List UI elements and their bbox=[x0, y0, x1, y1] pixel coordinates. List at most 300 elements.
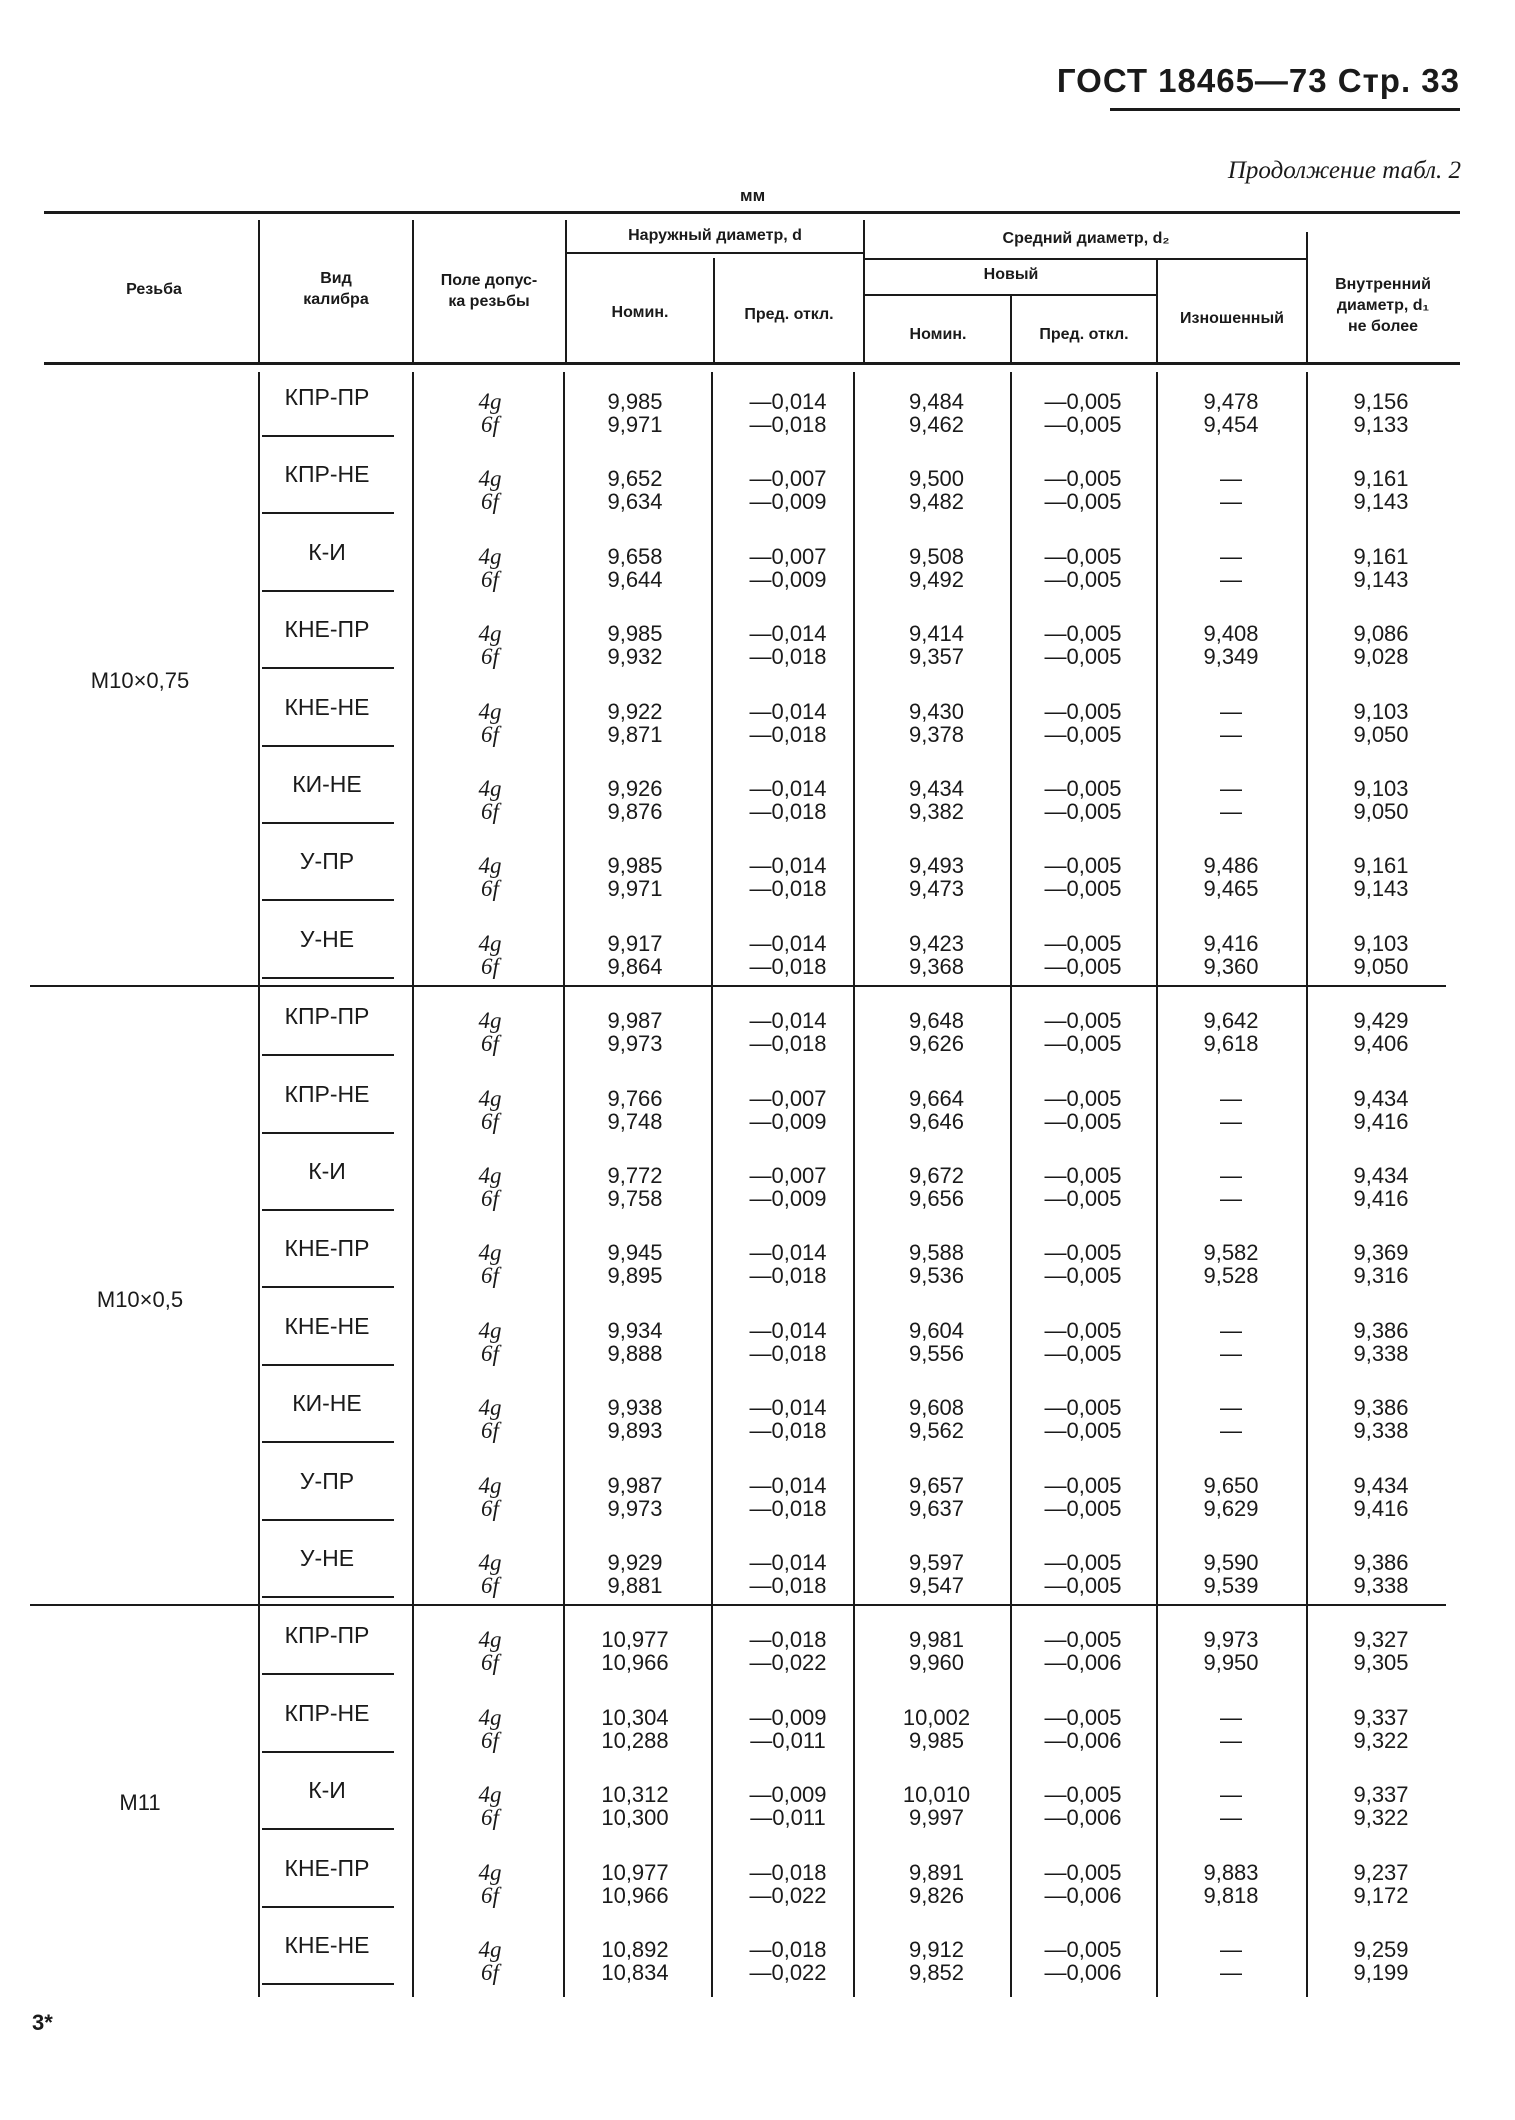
cell-value: —0,011 bbox=[750, 1805, 826, 1831]
cell-value: —0,018 bbox=[749, 721, 827, 747]
cell-value: — bbox=[1220, 489, 1242, 515]
outer-nom-cell bbox=[560, 1861, 710, 1907]
cell-value: 9,888 bbox=[607, 1340, 663, 1366]
cell-value: 9,378 bbox=[908, 721, 965, 747]
gauge-separator bbox=[262, 899, 394, 901]
inner-cell bbox=[1306, 1087, 1456, 1133]
cell-value: 6f bbox=[481, 566, 499, 592]
tolerance-cell bbox=[420, 1087, 560, 1133]
cell-value: —0,018 bbox=[749, 1340, 827, 1366]
page-header bbox=[1057, 62, 1460, 100]
pitch-dev-cell bbox=[1010, 932, 1156, 978]
gauge-separator bbox=[262, 977, 394, 979]
cell-value: — bbox=[1220, 466, 1242, 492]
cell-value: — bbox=[1220, 1163, 1242, 1188]
cell-value: —0,007 bbox=[749, 1085, 827, 1111]
cell-value: 9,626 bbox=[908, 1031, 965, 1057]
inner-cell bbox=[1306, 1628, 1456, 1674]
cell-value: —0,018 bbox=[749, 412, 827, 437]
cell-value: 6f bbox=[481, 1418, 499, 1444]
gauge-type-cell: КНЕ-ПР bbox=[284, 616, 370, 643]
header-divider bbox=[412, 220, 414, 362]
cell-value: 9,172 bbox=[1353, 1882, 1409, 1908]
cell-value: 9,883 bbox=[1203, 1859, 1259, 1885]
outer-nom-cell bbox=[560, 854, 710, 900]
cell-value: 9,971 bbox=[607, 876, 663, 902]
pitch-nom-cell bbox=[863, 467, 1010, 513]
inner-cell bbox=[1306, 1861, 1456, 1907]
cell-value: —0,005 bbox=[1044, 412, 1122, 437]
cell-value: 9,895 bbox=[607, 1263, 663, 1289]
outer-dev-cell bbox=[713, 1241, 863, 1287]
gauge-separator bbox=[262, 512, 394, 514]
tolerance-cell bbox=[420, 1396, 560, 1442]
pitch-nom-cell bbox=[863, 1009, 1010, 1055]
inner-cell bbox=[1306, 1938, 1456, 1984]
cell-value: 9,462 bbox=[908, 412, 965, 437]
cell-value: —0,005 bbox=[1044, 543, 1122, 569]
tolerance-cell bbox=[420, 1241, 560, 1287]
outer-nom-cell bbox=[560, 467, 710, 513]
cell-value: —0,005 bbox=[1044, 1340, 1122, 1366]
pitch-worn-cell bbox=[1156, 854, 1306, 900]
cell-value: 10,966 bbox=[601, 1650, 669, 1676]
pitch-nom-cell bbox=[863, 777, 1010, 823]
cell-value: 9,664 bbox=[908, 1085, 965, 1111]
cell-value: 9,473 bbox=[908, 876, 965, 902]
cell-value: —0,005 bbox=[1044, 1395, 1122, 1421]
tolerance-cell bbox=[420, 1009, 560, 1055]
cell-value: 9,539 bbox=[1203, 1573, 1259, 1598]
cell-value: 9,657 bbox=[908, 1472, 965, 1498]
pitch-worn-cell bbox=[1156, 1164, 1306, 1210]
cell-value: 9,386 bbox=[1353, 1317, 1409, 1343]
cell-value: 9,934 bbox=[607, 1317, 663, 1343]
unit-label: мм bbox=[740, 186, 766, 205]
pitch-dev-cell bbox=[1010, 545, 1156, 591]
cell-value: 4g bbox=[478, 1937, 502, 1962]
cell-value: 10,312 bbox=[601, 1782, 669, 1808]
cell-value: 9,985 bbox=[607, 389, 663, 414]
cell-value: 4g bbox=[478, 1008, 502, 1034]
cell-value: —0,005 bbox=[1044, 1782, 1122, 1808]
cell-value: 9,656 bbox=[908, 1186, 965, 1211]
col-thread-label: Резьба bbox=[126, 281, 182, 298]
cell-value: — bbox=[1220, 1418, 1242, 1444]
cell-value: 9,161 bbox=[1353, 543, 1409, 569]
cell-value: —0,005 bbox=[1044, 853, 1122, 879]
cell-value: 10,304 bbox=[601, 1704, 669, 1730]
inner-cell bbox=[1306, 700, 1456, 746]
cell-value: —0,018 bbox=[749, 1937, 827, 1962]
cell-value: 4g bbox=[478, 1782, 502, 1808]
cell-value: — bbox=[1220, 721, 1242, 747]
cell-value: —0,005 bbox=[1044, 1108, 1122, 1134]
pitch-dev-cell bbox=[1010, 467, 1156, 513]
cell-value: 9,766 bbox=[607, 1085, 663, 1111]
header-divider bbox=[1010, 296, 1012, 362]
column-rule bbox=[412, 1610, 414, 1997]
cell-value: 9,971 bbox=[607, 412, 663, 437]
pitch-dev-cell bbox=[1010, 1241, 1156, 1287]
cell-value: 9,086 bbox=[1353, 621, 1409, 647]
col-tolerance-line: Поле допус- bbox=[440, 272, 538, 289]
cell-value: — bbox=[1220, 698, 1242, 724]
header-divider-h bbox=[864, 258, 1306, 260]
inner-cell bbox=[1306, 1319, 1456, 1365]
col-inner-line: не более bbox=[1347, 318, 1418, 335]
outer-dev-cell bbox=[713, 1783, 863, 1829]
cell-value: — bbox=[1220, 1805, 1242, 1831]
cell-value: 6f bbox=[481, 876, 499, 902]
pitch-dev-cell bbox=[1010, 1009, 1156, 1055]
gauge-separator bbox=[262, 1519, 394, 1521]
cell-value: 9,926 bbox=[607, 776, 663, 801]
cell-value: 9,881 bbox=[607, 1573, 663, 1598]
cell-value: —0,009 bbox=[749, 1704, 827, 1730]
cell-value: —0,009 bbox=[749, 1108, 827, 1134]
cell-value: 9,386 bbox=[1353, 1550, 1409, 1575]
cell-value: 4g bbox=[478, 1704, 502, 1730]
gauge-separator bbox=[262, 590, 394, 592]
cell-value: 9,938 bbox=[607, 1395, 663, 1421]
cell-value: 9,893 bbox=[607, 1418, 663, 1444]
tolerance-cell bbox=[420, 1628, 560, 1674]
cell-value: 9,493 bbox=[908, 853, 965, 879]
col-tolerance-header bbox=[416, 270, 562, 312]
cell-value: —0,005 bbox=[1044, 621, 1122, 647]
pitch-worn-cell bbox=[1156, 1319, 1306, 1365]
cell-value: 9,434 bbox=[908, 776, 965, 801]
tolerance-cell bbox=[420, 854, 560, 900]
group-separator bbox=[30, 985, 1446, 987]
cell-value: 10,977 bbox=[601, 1859, 669, 1885]
cell-value: 9,430 bbox=[908, 698, 965, 724]
tolerance-cell bbox=[420, 1783, 560, 1829]
cell-value: 9,556 bbox=[908, 1340, 965, 1366]
inner-cell bbox=[1306, 467, 1456, 513]
cell-value: 9,508 bbox=[908, 543, 965, 569]
cell-value: 9,646 bbox=[908, 1108, 965, 1134]
outer-dev-cell bbox=[713, 1551, 863, 1597]
cell-value: 4g bbox=[478, 1395, 502, 1421]
pitch-nom-cell bbox=[863, 390, 1010, 436]
cell-value: 9,528 bbox=[1203, 1263, 1259, 1289]
outer-dev-cell bbox=[713, 1009, 863, 1055]
tolerance-cell bbox=[420, 622, 560, 668]
cell-value: 4g bbox=[478, 1859, 502, 1885]
cell-value: 9,997 bbox=[908, 1805, 965, 1831]
cell-value: 9,237 bbox=[1353, 1859, 1409, 1885]
cell-value: 9,050 bbox=[1353, 953, 1409, 979]
cell-value: 9,482 bbox=[908, 489, 965, 515]
cell-value: —0,014 bbox=[749, 621, 827, 647]
cell-value: —0,018 bbox=[749, 1573, 827, 1598]
cell-value: 9,672 bbox=[908, 1163, 965, 1188]
pitch-worn-cell bbox=[1156, 932, 1306, 978]
gauge-type-cell: К-И bbox=[308, 538, 346, 565]
pitch-nom-cell bbox=[863, 622, 1010, 668]
cell-value: 9,406 bbox=[1353, 1031, 1409, 1057]
cell-value: —0,022 bbox=[749, 1960, 827, 1985]
cell-value: —0,018 bbox=[749, 1859, 827, 1885]
column-rule bbox=[412, 372, 414, 991]
cell-value: —0,009 bbox=[749, 1782, 827, 1808]
cell-value: —0,005 bbox=[1044, 876, 1122, 902]
cell-value: —0,018 bbox=[749, 799, 827, 824]
cell-value: —0,009 bbox=[749, 566, 827, 592]
outer-nom-cell bbox=[560, 1319, 710, 1365]
pitch-nom-cell bbox=[863, 1474, 1010, 1520]
cell-value: 9,973 bbox=[607, 1495, 663, 1521]
gauge-type-cell: У-ПР bbox=[299, 848, 355, 875]
cell-value: 6f bbox=[481, 1805, 499, 1831]
gauge-type-cell: КИ-НЕ bbox=[292, 771, 362, 797]
tolerance-cell bbox=[420, 1551, 560, 1597]
gauge-type-cell: КНЕ-НЕ bbox=[284, 1932, 370, 1958]
cell-value: 9,604 bbox=[908, 1317, 965, 1343]
inner-cell bbox=[1306, 1706, 1456, 1752]
cell-value: 9,758 bbox=[607, 1186, 663, 1211]
cell-value: 9,434 bbox=[1353, 1472, 1409, 1498]
cell-value: —0,014 bbox=[749, 1317, 827, 1343]
cell-value: — bbox=[1220, 566, 1242, 592]
cell-value: 9,852 bbox=[908, 1960, 965, 1985]
cell-value: — bbox=[1220, 1960, 1242, 1985]
header-bottom-rule bbox=[44, 362, 1460, 365]
tolerance-cell bbox=[420, 545, 560, 591]
gauge-type-cell: КНЕ-ПР bbox=[284, 1854, 370, 1881]
cell-value: —0,018 bbox=[749, 1495, 827, 1521]
cell-value: 9,637 bbox=[908, 1495, 965, 1521]
cell-value: 6f bbox=[481, 412, 499, 437]
cell-value: —0,005 bbox=[1044, 1263, 1122, 1289]
gauge-type-cell: КПР-ПР bbox=[284, 1003, 370, 1030]
footer-mark: 3* bbox=[32, 2010, 53, 2035]
cell-value: 9,316 bbox=[1353, 1263, 1409, 1289]
cell-value: 9,981 bbox=[908, 1627, 965, 1653]
cell-value: 9,199 bbox=[1353, 1960, 1409, 1985]
cell-value: —0,018 bbox=[749, 1418, 827, 1444]
page-number: Стр. 33 bbox=[1337, 62, 1460, 99]
tolerance-cell bbox=[420, 1861, 560, 1907]
outer-dev-cell bbox=[713, 390, 863, 436]
cell-value: —0,018 bbox=[749, 876, 827, 902]
inner-cell bbox=[1306, 1551, 1456, 1597]
pitch-dev-cell bbox=[1010, 1628, 1156, 1674]
outer-nom-cell bbox=[560, 1474, 710, 1520]
cell-value: 9,500 bbox=[908, 466, 965, 492]
pitch-dev-cell bbox=[1010, 700, 1156, 746]
cell-value: 9,562 bbox=[908, 1418, 965, 1444]
cell-value: 9,917 bbox=[607, 930, 663, 956]
outer-nom-cell bbox=[560, 700, 710, 746]
cell-value: 9,642 bbox=[1203, 1008, 1259, 1034]
cell-value: —0,005 bbox=[1044, 799, 1122, 824]
cell-value: 9,588 bbox=[908, 1240, 965, 1266]
tolerance-cell bbox=[420, 1474, 560, 1520]
outer-dev-cell bbox=[713, 700, 863, 746]
cell-value: 9,973 bbox=[1203, 1627, 1259, 1653]
cell-value: —0,007 bbox=[749, 466, 827, 492]
outer-dev-cell bbox=[713, 1628, 863, 1674]
cell-value: 9,338 bbox=[1353, 1340, 1409, 1366]
cell-value: 6f bbox=[481, 1495, 499, 1521]
cell-value: 6f bbox=[481, 1031, 499, 1057]
pitch-worn-cell bbox=[1156, 1396, 1306, 1442]
inner-cell bbox=[1306, 1009, 1456, 1055]
cell-value: —0,005 bbox=[1044, 389, 1122, 414]
cell-value: —0,007 bbox=[749, 1163, 827, 1188]
col-outer-dev-header: Пред. откл. bbox=[744, 306, 834, 323]
cell-value: —0,005 bbox=[1044, 1240, 1122, 1266]
cell-value: 6f bbox=[481, 1573, 499, 1598]
outer-nom-cell bbox=[560, 622, 710, 668]
cell-value: 9,608 bbox=[908, 1395, 965, 1421]
outer-dev-cell bbox=[713, 467, 863, 513]
gauge-separator bbox=[262, 1906, 394, 1908]
tolerance-cell bbox=[420, 467, 560, 513]
cell-value: 9,416 bbox=[1353, 1186, 1409, 1211]
pitch-dev-cell bbox=[1010, 1087, 1156, 1133]
cell-value: 6f bbox=[481, 1108, 499, 1134]
cell-value: —0,005 bbox=[1044, 1704, 1122, 1730]
cell-value: —0,005 bbox=[1044, 1859, 1122, 1885]
cell-value: —0,014 bbox=[749, 1550, 827, 1575]
cell-value: 4g bbox=[478, 621, 502, 647]
inner-cell bbox=[1306, 932, 1456, 978]
pitch-dev-cell bbox=[1010, 1319, 1156, 1365]
outer-nom-cell bbox=[560, 1241, 710, 1287]
cell-value: —0,005 bbox=[1044, 1031, 1122, 1057]
cell-value: 9,434 bbox=[1353, 1085, 1409, 1111]
cell-value: 9,161 bbox=[1353, 853, 1409, 879]
cell-value: —0,005 bbox=[1044, 1186, 1122, 1211]
pitch-nom-cell bbox=[863, 932, 1010, 978]
header-rule bbox=[1110, 108, 1460, 111]
cell-value: 6f bbox=[481, 1340, 499, 1366]
pitch-worn-cell bbox=[1156, 390, 1306, 436]
pitch-nom-cell bbox=[863, 1396, 1010, 1442]
tolerance-cell bbox=[420, 1319, 560, 1365]
pitch-worn-cell bbox=[1156, 1087, 1306, 1133]
col-inner-header bbox=[1308, 274, 1458, 337]
pitch-nom-cell bbox=[863, 700, 1010, 746]
gauge-type-cell: КПР-НЕ bbox=[284, 461, 370, 488]
pitch-nom-cell bbox=[863, 1706, 1010, 1752]
cell-value: 9,416 bbox=[1203, 930, 1259, 956]
cell-value: 9,871 bbox=[607, 721, 663, 747]
cell-value: 9,748 bbox=[607, 1108, 663, 1134]
cell-value: 9,259 bbox=[1353, 1937, 1409, 1962]
cell-value: 4g bbox=[478, 930, 502, 956]
gauge-separator bbox=[262, 1132, 394, 1134]
cell-value: —0,014 bbox=[749, 930, 827, 956]
cell-value: 9,050 bbox=[1353, 721, 1409, 747]
pitch-nom-cell bbox=[863, 1861, 1010, 1907]
gauge-separator bbox=[262, 1441, 394, 1443]
pitch-worn-cell bbox=[1156, 1551, 1306, 1597]
cell-value: —0,014 bbox=[749, 776, 827, 801]
outer-nom-cell bbox=[560, 545, 710, 591]
cell-value: 10,010 bbox=[902, 1782, 971, 1808]
pitch-dev-cell bbox=[1010, 1551, 1156, 1597]
col-inner-line: диаметр, d₁ bbox=[1336, 297, 1430, 314]
outer-nom-cell bbox=[560, 1087, 710, 1133]
inner-cell bbox=[1306, 854, 1456, 900]
header-divider-h bbox=[864, 294, 1156, 296]
cell-value: — bbox=[1220, 1340, 1242, 1366]
cell-value: —0,005 bbox=[1044, 1573, 1122, 1598]
cell-value: 9,650 bbox=[1203, 1472, 1259, 1498]
cell-value: 9,416 bbox=[1353, 1108, 1409, 1134]
col-tolerance-line: ка резьбы bbox=[448, 293, 530, 310]
gauge-separator bbox=[262, 1828, 394, 1830]
cell-value: 9,338 bbox=[1353, 1573, 1409, 1598]
cell-value: —0,014 bbox=[749, 389, 827, 414]
cell-value: —0,005 bbox=[1044, 644, 1122, 670]
outer-dev-cell bbox=[713, 932, 863, 978]
outer-nom-cell bbox=[560, 1938, 710, 1984]
outer-nom-cell bbox=[560, 1628, 710, 1674]
header-divider bbox=[863, 220, 865, 362]
cell-value: 9,143 bbox=[1353, 566, 1409, 592]
header-divider bbox=[258, 220, 260, 362]
inner-cell bbox=[1306, 1164, 1456, 1210]
cell-value: 4g bbox=[478, 1472, 502, 1498]
cell-value: 9,536 bbox=[908, 1263, 965, 1289]
pitch-dev-cell bbox=[1010, 622, 1156, 668]
cell-value: 9,103 bbox=[1353, 698, 1409, 724]
gauge-type-cell: КПР-НЕ bbox=[284, 1699, 370, 1726]
cell-value: —0,014 bbox=[749, 1472, 827, 1498]
outer-nom-cell bbox=[560, 390, 710, 436]
pitch-worn-cell bbox=[1156, 1628, 1306, 1674]
outer-nom-cell bbox=[560, 1164, 710, 1210]
cell-value: —0,014 bbox=[749, 698, 827, 724]
tolerance-cell bbox=[420, 777, 560, 823]
cell-value: —0,005 bbox=[1044, 721, 1122, 747]
cell-value: 9,465 bbox=[1203, 876, 1259, 902]
pitch-dev-cell bbox=[1010, 1861, 1156, 1907]
gauge-separator bbox=[262, 667, 394, 669]
table-top-rule bbox=[44, 211, 1460, 214]
gauge-type-cell: У-НЕ bbox=[299, 925, 355, 952]
cell-value: —0,005 bbox=[1044, 1550, 1122, 1575]
cell-value: 4g bbox=[478, 1163, 502, 1188]
cell-value: 9,590 bbox=[1203, 1550, 1259, 1575]
pitch-worn-cell bbox=[1156, 1861, 1306, 1907]
cell-value: 6f bbox=[481, 1882, 499, 1908]
cell-value: — bbox=[1220, 799, 1242, 824]
cell-value: —0,006 bbox=[1044, 1882, 1122, 1908]
group-separator bbox=[30, 1604, 1446, 1606]
cell-value: 9,360 bbox=[1203, 953, 1259, 979]
tolerance-cell bbox=[420, 390, 560, 436]
gauge-type-cell: У-ПР bbox=[299, 1467, 355, 1494]
thread-label: М11 bbox=[119, 1789, 161, 1815]
gauge-separator bbox=[262, 1751, 394, 1753]
cell-value: 9,960 bbox=[908, 1650, 965, 1676]
pitch-nom-cell bbox=[863, 1783, 1010, 1829]
pitch-worn-cell bbox=[1156, 1938, 1306, 1984]
cell-value: 9,382 bbox=[908, 799, 965, 824]
cell-value: 9,454 bbox=[1203, 412, 1259, 437]
cell-value: — bbox=[1220, 1317, 1242, 1343]
outer-nom-cell bbox=[560, 1396, 710, 1442]
cell-value: —0,005 bbox=[1044, 953, 1122, 979]
pitch-worn-cell bbox=[1156, 1474, 1306, 1520]
